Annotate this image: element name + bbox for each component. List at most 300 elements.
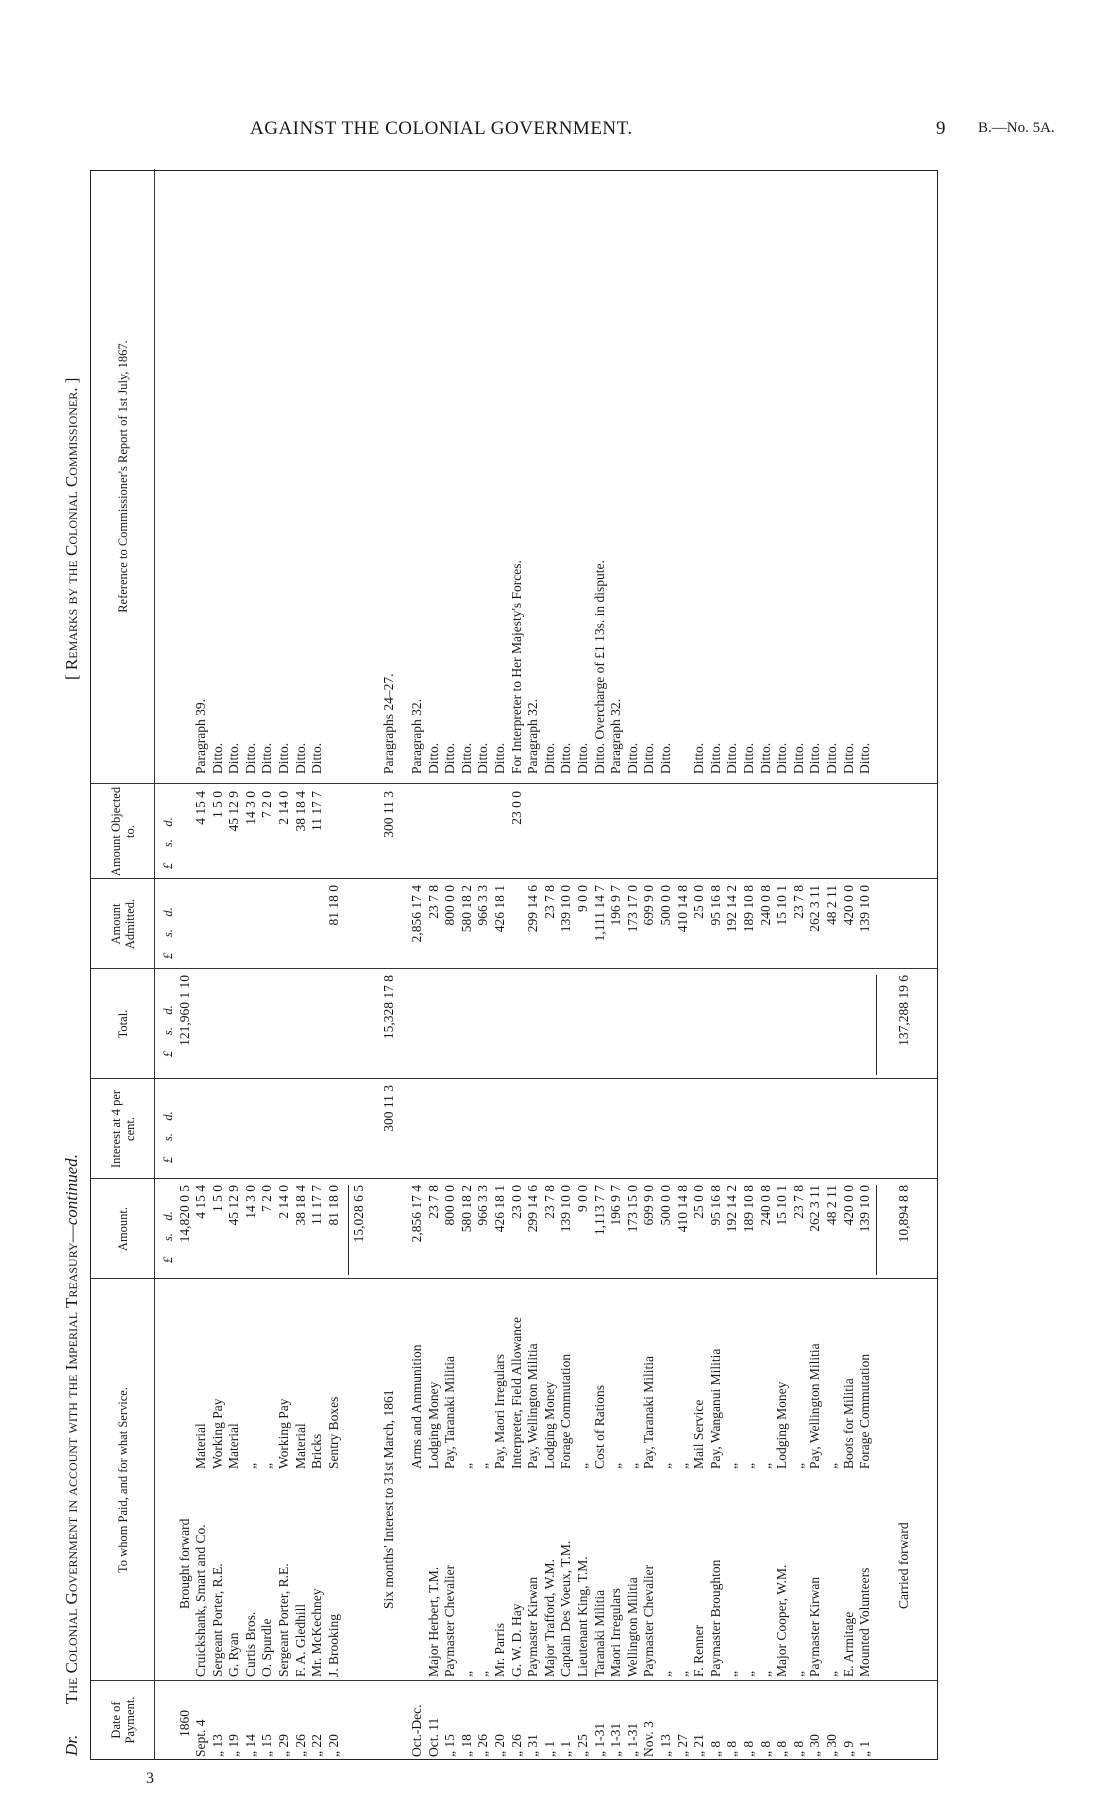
row-service: „ bbox=[741, 1463, 756, 1469]
row-reference: Paragraph 32. bbox=[525, 699, 541, 774]
row-service: Bricks bbox=[309, 1433, 325, 1469]
row-reference: Ditto. bbox=[757, 742, 773, 774]
row-reference: Ditto. bbox=[774, 742, 790, 774]
row-date: „ 8 bbox=[741, 1740, 756, 1757]
interest-label: Six months' Interest to 31st March, 1861 bbox=[381, 1389, 396, 1609]
row-reference: Ditto. bbox=[209, 742, 225, 774]
row-service: Arms and Ammunition bbox=[409, 1344, 424, 1469]
row-service: Sentry Boxes bbox=[325, 1396, 341, 1469]
row-admitted: 192 14 2 bbox=[724, 885, 740, 933]
ledger-table bbox=[90, 170, 938, 1760]
row-reference: Ditto. bbox=[707, 742, 723, 774]
section1-subtotal-row bbox=[351, 169, 367, 1759]
row-reference: Ditto. bbox=[292, 742, 308, 774]
row-date: „ 25 bbox=[575, 1734, 590, 1757]
table-row bbox=[841, 169, 857, 1759]
row-admitted: 420 0 0 bbox=[840, 885, 856, 926]
row-payee: Major Cooper, W.M. bbox=[774, 1564, 790, 1677]
row-payee: Paymaster Chevalier bbox=[641, 1564, 657, 1677]
interest-units: £ s. d. bbox=[161, 1111, 175, 1163]
row-amount: 500 0 0 bbox=[658, 1185, 673, 1226]
row-reference: Ditto. bbox=[691, 742, 707, 774]
row-date: „ 8 bbox=[757, 1740, 773, 1757]
row-admitted: 299 14 6 bbox=[525, 885, 541, 933]
ledger-title-prefix: The Colonial Government in account with the Imperial Treasury— bbox=[62, 1225, 81, 1704]
row-date: Oct. 11 bbox=[425, 1717, 441, 1757]
row-reference: Ditto. bbox=[259, 742, 275, 774]
row-reference: Ditto. bbox=[857, 742, 873, 774]
row-admitted: 189 10 8 bbox=[741, 885, 756, 933]
row-reference: Ditto. bbox=[226, 742, 242, 774]
row-amount: 1,113 7 7 bbox=[591, 1185, 607, 1236]
row-admitted: 580 18 2 bbox=[458, 885, 474, 933]
row-payee: Sergeant Porter, R.E. bbox=[209, 1563, 225, 1677]
row-payee: „ bbox=[741, 1671, 756, 1677]
row-service: Material bbox=[292, 1423, 308, 1469]
row-admitted: 966 3 3 bbox=[475, 885, 491, 926]
year-label: 1860 bbox=[177, 1710, 192, 1737]
row-amount: 23 7 8 bbox=[425, 1185, 441, 1219]
row-date: „ 8 bbox=[774, 1740, 790, 1757]
row-objected: 14 3 0 bbox=[242, 791, 258, 825]
row-service: Material bbox=[226, 1423, 242, 1469]
row-service: Pay, Maori Irregulars bbox=[492, 1354, 507, 1469]
row-reference: Ditto. bbox=[741, 742, 756, 774]
row-date: „ 13 bbox=[209, 1734, 225, 1757]
row-amount: 299 14 6 bbox=[525, 1185, 541, 1233]
row-payee: Paymaster Kirwan bbox=[807, 1576, 823, 1677]
row-service: Mail Service bbox=[691, 1399, 707, 1469]
table-row bbox=[525, 169, 541, 1759]
row-amount: 192 14 2 bbox=[724, 1185, 740, 1233]
row-admitted: 1,111 14 7 bbox=[591, 885, 607, 942]
row-amount: 800 0 0 bbox=[442, 1185, 458, 1226]
row-date: „ 14 bbox=[242, 1734, 258, 1757]
row-reference: Ditto. bbox=[475, 742, 491, 774]
row-service: „ bbox=[575, 1463, 590, 1469]
row-service: Lodging Money bbox=[774, 1381, 790, 1469]
row-service: „ bbox=[658, 1463, 673, 1469]
row-amount: 11 17 7 bbox=[309, 1185, 325, 1225]
row-reference: Ditto. bbox=[624, 742, 640, 774]
row-admitted: 81 18 0 bbox=[325, 885, 341, 926]
row-reference: Ditto. bbox=[309, 742, 325, 774]
row-payee: Major Herbert, T.M. bbox=[425, 1566, 441, 1677]
row-reference: Ditto. Overcharge of £1 13s. in dispute. bbox=[591, 560, 607, 774]
row-admitted: 9 0 0 bbox=[575, 885, 590, 912]
row-reference: Ditto. bbox=[724, 742, 740, 774]
row-reference: Ditto. bbox=[492, 742, 507, 774]
table-row bbox=[758, 169, 774, 1759]
row-amount: 23 7 8 bbox=[541, 1185, 557, 1219]
row-payee: Wellington Militia bbox=[624, 1577, 640, 1677]
row-service: Interpreter, Field Allowance bbox=[508, 1316, 524, 1469]
row-reference: Ditto. bbox=[458, 742, 474, 774]
row-admitted: 95 16 8 bbox=[707, 885, 723, 926]
row-payee: Mr. McKechney bbox=[309, 1588, 325, 1677]
row-amount: 410 14 8 bbox=[674, 1185, 690, 1233]
row-payee: Paymaster Broughton bbox=[707, 1559, 723, 1677]
col-whom-header: To whom Paid, and for what Service. bbox=[115, 1387, 130, 1573]
table-row bbox=[558, 169, 574, 1759]
row-admitted: 173 17 0 bbox=[624, 885, 640, 933]
row-amount: 139 10 0 bbox=[558, 1185, 574, 1233]
row-date: „ 22 bbox=[309, 1734, 325, 1757]
brought-forward-row bbox=[177, 169, 193, 1759]
carried-forward-amount: 10,894 8 8 bbox=[896, 1185, 911, 1243]
col-reference-header: Reference to Commissioner's Report of 1st July, 1867. bbox=[115, 340, 130, 613]
table-row bbox=[625, 169, 641, 1759]
row-objected: 1 5 0 bbox=[209, 791, 225, 818]
row-date: „ 1-31 bbox=[624, 1722, 640, 1757]
row-date: Sept. 4 bbox=[193, 1719, 208, 1757]
table-row bbox=[492, 169, 508, 1759]
row-date: „ 15 bbox=[442, 1734, 458, 1757]
table-row bbox=[442, 169, 458, 1759]
table-row bbox=[774, 169, 790, 1759]
brought-forward-total: 121,960 1 10 bbox=[177, 975, 192, 1046]
row-payee: G. W. D. Hay bbox=[508, 1603, 524, 1677]
table-row bbox=[741, 169, 757, 1759]
row-amount: 23 0 0 bbox=[508, 1185, 524, 1219]
col-admitted-header: Amount Admitted. bbox=[108, 898, 137, 950]
carried-forward-total: 137,288 19 6 bbox=[896, 975, 911, 1046]
row-objected: 7 2 0 bbox=[259, 791, 275, 818]
row-date: „ 1 bbox=[558, 1740, 574, 1757]
remarks-caption: [ Remarks by the Colonial Commissioner. ] bbox=[62, 377, 81, 680]
table-row bbox=[608, 169, 624, 1759]
table-row bbox=[509, 169, 525, 1759]
row-payee: Taranaki Militia bbox=[591, 1589, 607, 1677]
document-reference: B.—No. 5A. bbox=[978, 120, 1055, 136]
table-row bbox=[326, 169, 342, 1759]
row-date: „ 27 bbox=[674, 1734, 690, 1757]
col-total-header: Total. bbox=[115, 1009, 130, 1039]
table-row bbox=[542, 169, 558, 1759]
row-amount: 81 18 0 bbox=[325, 1185, 341, 1226]
admitted-units: £ s. d. bbox=[161, 907, 175, 959]
row-service: „ bbox=[757, 1463, 773, 1469]
table-row bbox=[708, 169, 724, 1759]
row-reference: Paragraph 32. bbox=[608, 699, 624, 774]
row-service: „ bbox=[475, 1463, 491, 1469]
row-amount: 580 18 2 bbox=[458, 1185, 474, 1233]
table-row bbox=[193, 169, 209, 1759]
table-row bbox=[276, 169, 292, 1759]
table-row bbox=[675, 169, 691, 1759]
col-amount-header: Amount. bbox=[115, 1206, 130, 1252]
row-objected: 11 17 7 bbox=[309, 791, 325, 831]
table-row bbox=[658, 169, 674, 1759]
row-payee: Curtis Bros. bbox=[242, 1611, 258, 1677]
interest-reference: Paragraphs 24–27. bbox=[381, 673, 396, 774]
row-reference: Ditto. bbox=[790, 742, 806, 774]
ledger-title bbox=[62, 1154, 82, 1704]
row-amount: 9 0 0 bbox=[575, 1185, 590, 1212]
row-admitted: 800 0 0 bbox=[442, 885, 458, 926]
row-amount: 240 0 8 bbox=[757, 1185, 773, 1226]
row-date: „ 1-31 bbox=[608, 1722, 624, 1757]
row-objected: 2 14 0 bbox=[276, 791, 291, 825]
row-amount: 966 3 3 bbox=[475, 1185, 491, 1226]
column-headers bbox=[91, 169, 155, 1759]
row-payee: Mounted Volunteers bbox=[857, 1567, 873, 1677]
row-admitted: 426 18 1 bbox=[492, 885, 507, 933]
row-payee: F. Renner bbox=[691, 1624, 707, 1677]
row-service: „ bbox=[790, 1463, 806, 1469]
row-date: „ 31 bbox=[525, 1734, 541, 1757]
row-service: Material bbox=[193, 1423, 208, 1469]
row-payee: Maori Irregulars bbox=[608, 1588, 624, 1677]
table-row bbox=[459, 169, 475, 1759]
amount-units: £ s. d. bbox=[161, 1211, 175, 1263]
row-admitted: 139 10 0 bbox=[558, 885, 574, 933]
row-reference: Ditto. bbox=[807, 742, 823, 774]
row-payee: „ bbox=[475, 1671, 491, 1677]
row-date: „ 1 bbox=[857, 1740, 873, 1757]
row-service: Forage Commutation bbox=[857, 1353, 873, 1469]
row-amount: 173 15 0 bbox=[624, 1185, 640, 1233]
row-service: „ bbox=[824, 1463, 839, 1469]
row-service: Pay, Taranaki Militia bbox=[442, 1355, 458, 1469]
brought-forward-amount: 14,820 0 5 bbox=[177, 1185, 192, 1243]
brought-forward-label: Brought forward bbox=[177, 1518, 192, 1609]
row-admitted: 23 7 8 bbox=[425, 885, 441, 919]
col-interest-header: Interest at 4 per cent. bbox=[108, 1089, 137, 1169]
row-admitted: 15 10 1 bbox=[774, 885, 790, 926]
carried-forward-row bbox=[896, 169, 912, 1759]
row-payee: Major Trafford, W.M. bbox=[541, 1559, 557, 1677]
row-amount: 38 18 4 bbox=[292, 1185, 308, 1226]
row-payee: „ bbox=[757, 1671, 773, 1677]
row-admitted: 196 9 7 bbox=[608, 885, 624, 926]
row-service: Pay, Wanganui Militia bbox=[707, 1348, 723, 1469]
row-payee: „ bbox=[674, 1671, 690, 1677]
row-date: „ 9 bbox=[840, 1740, 856, 1757]
row-date: „ 8 bbox=[707, 1740, 723, 1757]
row-date: „ 8 bbox=[790, 1740, 806, 1757]
objected-units: £ s. d. bbox=[161, 817, 175, 869]
row-service: Pay, Wellington Militia bbox=[525, 1343, 541, 1469]
row-reference: Ditto. bbox=[276, 742, 291, 774]
table-row bbox=[592, 169, 608, 1759]
row-payee: Paymaster Chevalier bbox=[442, 1564, 458, 1677]
row-date: „ 30 bbox=[824, 1734, 839, 1757]
row-amount: 420 0 0 bbox=[840, 1185, 856, 1226]
row-payee: Lieutenant King, T.M. bbox=[575, 1556, 590, 1677]
row-amount: 7 2 0 bbox=[259, 1185, 275, 1212]
row-amount: 4 15 4 bbox=[193, 1185, 208, 1219]
row-payee: E. Armitage bbox=[840, 1611, 856, 1677]
row-objected: 38 18 4 bbox=[292, 791, 308, 832]
row-date: „ 20 bbox=[325, 1734, 341, 1757]
row-reference: Ditto. bbox=[442, 742, 458, 774]
col-date-header: Date of Payment. bbox=[108, 1696, 137, 1744]
row-admitted: 262 3 11 bbox=[807, 885, 823, 932]
carried-forward-label: Carried forward bbox=[896, 1522, 911, 1609]
row-date: „ 13 bbox=[658, 1734, 673, 1757]
row-amount: 48 2 11 bbox=[824, 1185, 839, 1225]
row-payee: „ bbox=[658, 1671, 673, 1677]
row-reference: Ditto. bbox=[242, 742, 258, 774]
row-date: „ 26 bbox=[508, 1734, 524, 1757]
row-service: Boots for Militia bbox=[840, 1378, 856, 1469]
row-service: „ bbox=[608, 1463, 624, 1469]
total-units: £ s. d. bbox=[161, 1005, 175, 1057]
row-reference: For Interpreter to Her Majesty's Forces. bbox=[508, 560, 524, 774]
row-amount: 699 9 0 bbox=[641, 1185, 657, 1226]
row-payee: O. Spurdle bbox=[259, 1618, 275, 1677]
row-reference: Ditto. bbox=[658, 742, 673, 774]
row-date: „ 30 bbox=[807, 1734, 823, 1757]
row-admitted: 23 7 8 bbox=[790, 885, 806, 919]
section1-subtotal: 15,028 6 5 bbox=[351, 1185, 366, 1243]
table-row bbox=[293, 169, 309, 1759]
table-row bbox=[724, 169, 740, 1759]
row-amount: 45 12 9 bbox=[226, 1185, 242, 1226]
row-admitted: 699 9 0 bbox=[641, 885, 657, 926]
dr-label: Dr. bbox=[62, 1734, 81, 1756]
row-amount: 262 3 11 bbox=[807, 1185, 823, 1232]
row-date: „ 26 bbox=[292, 1734, 308, 1757]
table-row bbox=[824, 169, 840, 1759]
row-reference: Ditto. bbox=[425, 742, 441, 774]
ledger-title-suffix: continued. bbox=[62, 1153, 81, 1226]
row-amount: 426 18 1 bbox=[492, 1185, 507, 1233]
row-date: „ 19 bbox=[226, 1734, 242, 1757]
row-service: Forage Commutation bbox=[558, 1353, 574, 1469]
ledger-banner bbox=[58, 170, 88, 1760]
table-row bbox=[807, 169, 823, 1759]
row-amount: 25 0 0 bbox=[691, 1185, 707, 1219]
row-payee: Mr. Parris bbox=[492, 1623, 507, 1677]
margin-mark: 3 bbox=[146, 1770, 154, 1787]
interest-row bbox=[381, 169, 397, 1759]
table-row bbox=[641, 169, 657, 1759]
row-reference: Ditto. bbox=[575, 742, 590, 774]
row-service: „ bbox=[259, 1463, 275, 1469]
table-row bbox=[259, 169, 275, 1759]
row-payee: „ bbox=[824, 1671, 839, 1677]
row-payee: Paymaster Kirwan bbox=[525, 1576, 541, 1677]
row-service: Lodging Money bbox=[425, 1381, 441, 1469]
row-admitted: 410 14 8 bbox=[674, 885, 690, 933]
row-admitted: 25 0 0 bbox=[691, 885, 707, 919]
row-service: „ bbox=[724, 1463, 740, 1469]
interest-total: 15,328 17 8 bbox=[381, 975, 396, 1040]
interest-objected: 300 11 3 bbox=[381, 791, 396, 838]
row-admitted: 500 0 0 bbox=[658, 885, 673, 926]
row-amount: 139 10 0 bbox=[857, 1185, 873, 1233]
table-row bbox=[226, 169, 242, 1759]
row-date: „ 1 bbox=[541, 1740, 557, 1757]
row-service: „ bbox=[674, 1463, 690, 1469]
row-payee: Captain Des Voeux, T.M. bbox=[558, 1540, 574, 1677]
row-amount: 189 10 8 bbox=[741, 1185, 756, 1233]
row-admitted: 23 7 8 bbox=[541, 885, 557, 919]
row-payee: J. Brooking bbox=[325, 1613, 341, 1677]
row-admitted: 2,856 17 4 bbox=[409, 885, 424, 943]
row-reference: Ditto. bbox=[840, 742, 856, 774]
account-ledger bbox=[58, 170, 958, 1760]
row-amount: 1 5 0 bbox=[209, 1185, 225, 1212]
row-date: „ 1-31 bbox=[591, 1722, 607, 1757]
row-date: „ 29 bbox=[276, 1734, 291, 1757]
row-payee: G. Ryan bbox=[226, 1632, 242, 1677]
row-amount: 14 3 0 bbox=[242, 1185, 258, 1219]
row-reference: Paragraph 32. bbox=[409, 699, 424, 774]
row-payee: „ bbox=[790, 1671, 806, 1677]
table-row bbox=[426, 169, 442, 1759]
table-row bbox=[475, 169, 491, 1759]
row-service: „ bbox=[242, 1463, 258, 1469]
row-amount: 2 14 0 bbox=[276, 1185, 291, 1219]
row-date: „ 26 bbox=[475, 1734, 491, 1757]
table-row bbox=[309, 169, 325, 1759]
row-objected: 4 15 4 bbox=[193, 791, 208, 825]
row-service: Working Pay bbox=[276, 1398, 291, 1469]
row-service: „ bbox=[624, 1463, 640, 1469]
table-row bbox=[210, 169, 226, 1759]
table-row bbox=[409, 169, 425, 1759]
row-amount: 95 16 8 bbox=[707, 1185, 723, 1226]
row-objected: 23 0 0 bbox=[508, 791, 524, 825]
row-reference: Ditto. bbox=[541, 742, 557, 774]
row-payee: Cruickshank, Smart and Co. bbox=[193, 1524, 208, 1677]
table-row bbox=[691, 169, 707, 1759]
row-objected: 45 12 9 bbox=[226, 791, 242, 832]
row-date: „ 21 bbox=[691, 1734, 707, 1757]
row-payee: „ bbox=[724, 1671, 740, 1677]
row-service: Pay, Taranaki Militia bbox=[641, 1355, 657, 1469]
row-date: „ 20 bbox=[492, 1734, 507, 1757]
row-reference: Ditto. bbox=[558, 742, 574, 774]
row-date: „ 15 bbox=[259, 1734, 275, 1757]
table-row bbox=[243, 169, 259, 1759]
row-date: Oct.-Dec. bbox=[409, 1704, 424, 1757]
page-number: 9 bbox=[936, 118, 946, 139]
row-date: „ 18 bbox=[458, 1734, 474, 1757]
row-date: Nov. 3 bbox=[641, 1721, 657, 1757]
row-payee: Sergeant Porter, R.E. bbox=[276, 1563, 291, 1677]
row-service: „ bbox=[458, 1463, 474, 1469]
row-reference: Ditto. bbox=[824, 742, 839, 774]
row-date: „ 8 bbox=[724, 1740, 740, 1757]
row-service: Working Pay bbox=[209, 1398, 225, 1469]
page-header bbox=[0, 118, 1114, 144]
row-admitted: 139 10 0 bbox=[857, 885, 873, 933]
row-amount: 2,856 17 4 bbox=[409, 1185, 424, 1243]
row-service: Lodging Money bbox=[541, 1381, 557, 1469]
col-objected-header: Amount Objected to. bbox=[108, 786, 137, 877]
row-amount: 15 10 1 bbox=[774, 1185, 790, 1226]
interest-value: 300 11 3 bbox=[381, 1085, 396, 1132]
row-payee: „ bbox=[458, 1671, 474, 1677]
running-title: AGAINST THE COLONIAL GOVERNMENT. bbox=[250, 118, 633, 139]
row-amount: 196 9 7 bbox=[608, 1185, 624, 1226]
row-service: Pay, Wellington Militia bbox=[807, 1343, 823, 1469]
table-row bbox=[857, 169, 873, 1759]
row-admitted: 240 0 8 bbox=[757, 885, 773, 926]
row-service: Cost of Rations bbox=[591, 1384, 607, 1469]
table-row bbox=[575, 169, 591, 1759]
row-amount: 23 7 8 bbox=[790, 1185, 806, 1219]
row-reference: Ditto. bbox=[641, 742, 657, 774]
table-row bbox=[791, 169, 807, 1759]
row-reference: Paragraph 39. bbox=[193, 699, 208, 774]
row-admitted: 48 2 11 bbox=[824, 885, 839, 925]
row-payee: F. A. Gledhill bbox=[292, 1603, 308, 1677]
